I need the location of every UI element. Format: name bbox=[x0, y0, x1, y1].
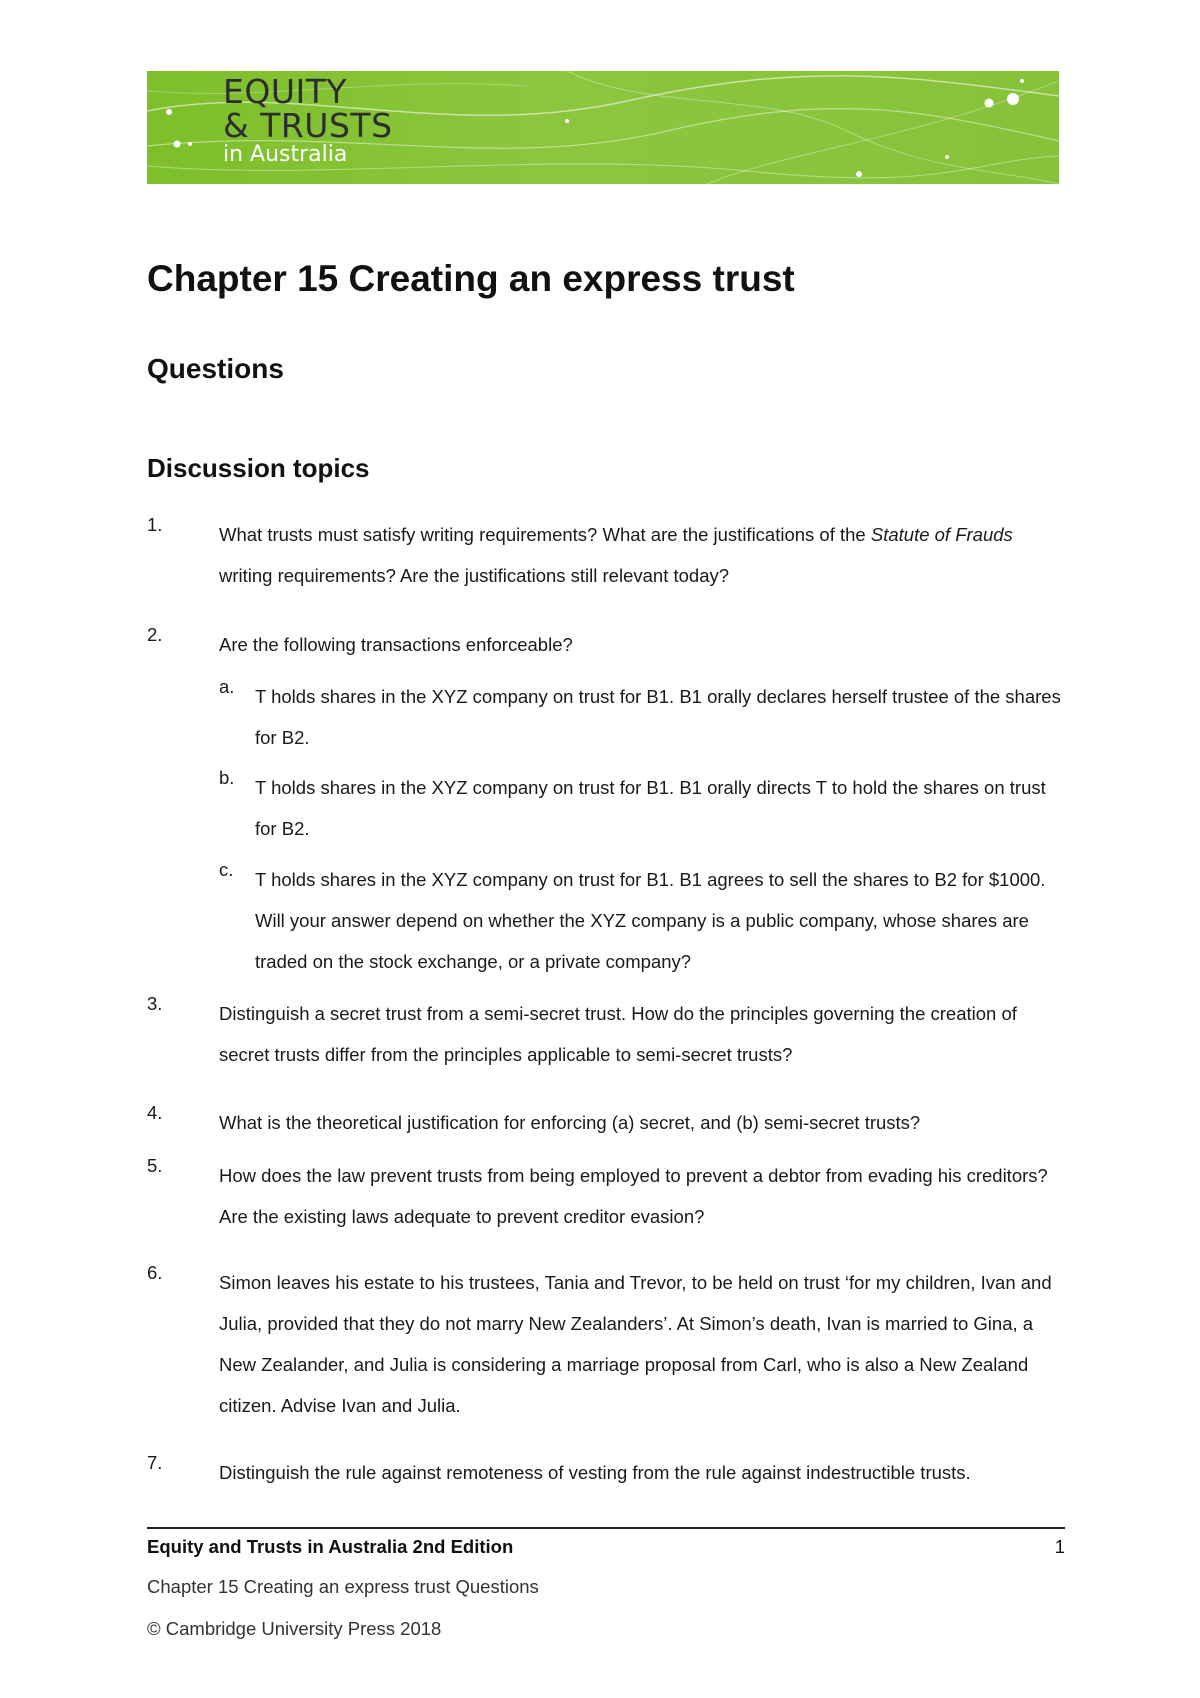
question-text: How does the law prevent trusts from being employed to prevent a debtor from evading his creditors? Are the existing laws adequate to prevent creditor evasion? bbox=[219, 1165, 1048, 1227]
header-banner bbox=[147, 71, 1059, 184]
footer-edition: Equity and Trusts in Australia 2nd Edition bbox=[147, 1536, 514, 1557]
logo-line-trusts: & TRUSTS bbox=[223, 106, 393, 145]
question-number: 4. bbox=[147, 1102, 163, 1123]
question-number: 7. bbox=[147, 1452, 163, 1473]
question-text: Simon leaves his estate to his trustees, Tania and Trevor, to be held on trust ‘for my children, Ivan and Julia, provided that they do not marry New Zealanders’. At Simon’s death, Ivan is married to Gina, a New Zealander, and Julia is considering a marriage proposal from Carl, who is also a New Zealand citizen. Advise Ivan and Julia. bbox=[219, 1272, 1052, 1416]
subitem-letter: c. bbox=[219, 859, 234, 880]
question-text: Distinguish a secret trust from a semi-secret trust. How do the principles governing the creation of secret trusts differ from the principles applicable to semi-secret trusts? bbox=[219, 1003, 1017, 1065]
question-text: What is the theoretical justification for enforcing (a) secret, and (b) semi-secret trusts? bbox=[219, 1112, 921, 1133]
subitem-text: T holds shares in the XYZ company on trust for B1. B1 orally directs T to hold the shares on trust for B2. bbox=[255, 777, 1046, 839]
question-text: What trusts must satisfy writing requirements? What are the justifications of the Statute of Frauds writing requirements? Are the justifications still relevant today? bbox=[219, 524, 1013, 586]
subitem-text: T holds shares in the XYZ company on trust for B1. B1 agrees to sell the shares to B2 for $1000. Will your answer depend on whether the XYZ company is a public company, whose shares are traded on the stock exchange, or a private company? bbox=[255, 869, 1046, 972]
discussion-topics-heading: Discussion topics bbox=[147, 453, 370, 483]
question-number: 3. bbox=[147, 993, 163, 1014]
section-heading: Questions bbox=[147, 353, 284, 384]
footer-chapter: Chapter 15 Creating an express trust Questions bbox=[147, 1576, 539, 1597]
chapter-title: Chapter 15 Creating an express trust bbox=[147, 258, 795, 299]
question-number: 6. bbox=[147, 1262, 163, 1283]
question-number: 5. bbox=[147, 1155, 163, 1176]
footer-divider bbox=[147, 1527, 1065, 1529]
question-text: Are the following transactions enforceable? bbox=[219, 634, 573, 655]
question-number: 2. bbox=[147, 624, 163, 645]
footer-copyright: © Cambridge University Press 2018 bbox=[147, 1618, 442, 1639]
subitem-text: T holds shares in the XYZ company on trust for B1. B1 orally declares herself trustee of the shares for B2. bbox=[255, 686, 1061, 748]
logo-line-equity: EQUITY bbox=[223, 72, 348, 111]
subitem-letter: a. bbox=[219, 676, 235, 697]
logo-line-australia: in Australia bbox=[223, 142, 348, 167]
statute-title: Statute of Frauds bbox=[870, 524, 1013, 545]
question-text: Distinguish the rule against remoteness of vesting from the rule against indestructible trusts. bbox=[219, 1462, 971, 1483]
page-number: 1 bbox=[1054, 1536, 1065, 1557]
book-logo bbox=[223, 72, 393, 167]
subitem-letter: b. bbox=[219, 767, 235, 788]
question-number: 1. bbox=[147, 514, 163, 535]
